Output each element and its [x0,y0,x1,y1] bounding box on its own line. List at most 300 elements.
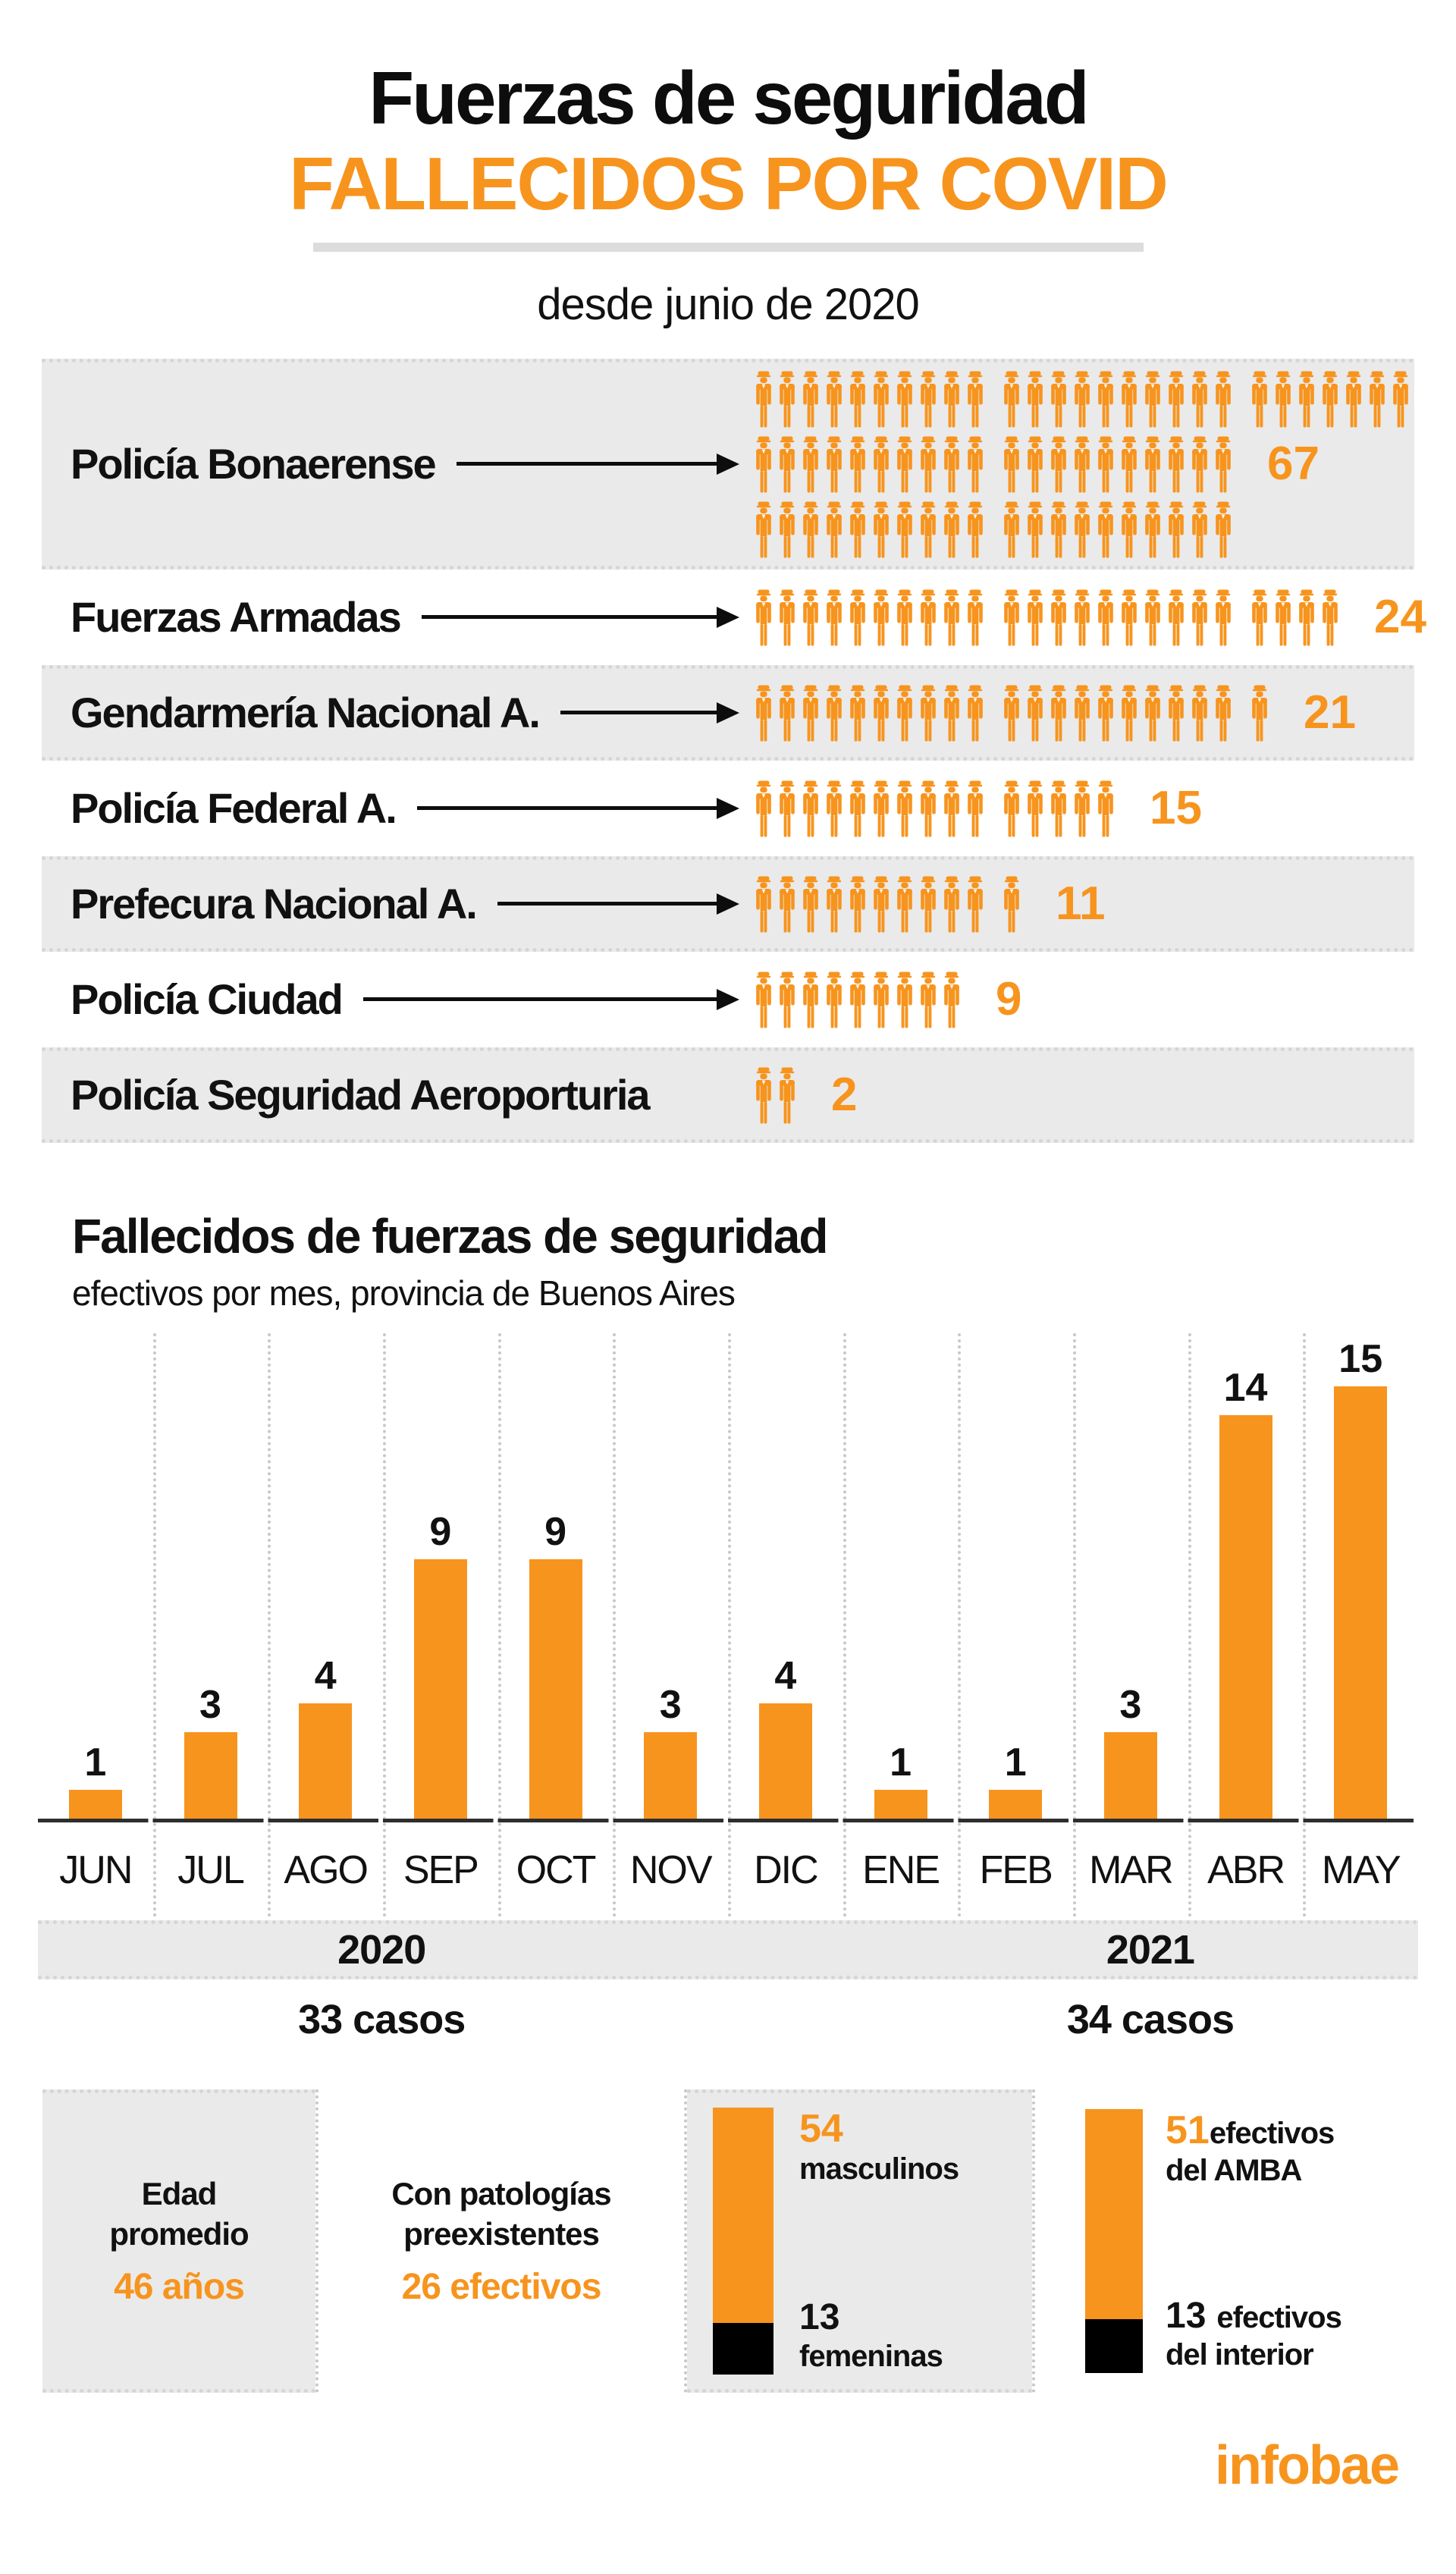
person-icon [847,875,868,933]
person-icon [1320,589,1341,646]
region-bar-amba-segment [1085,2109,1143,2319]
person-icon [1166,435,1187,493]
bar [1104,1732,1157,1819]
force-count: 9 [996,972,1022,1025]
arrow-head [717,989,739,1010]
person-icon [800,370,821,428]
person-icon [941,501,962,558]
month-label: DIC [754,1847,817,1892]
person-icon [1119,501,1140,558]
pictogram-group [753,684,986,742]
female-label: femeninas [799,2340,943,2374]
pictogram-line [753,875,1106,933]
page-title: Fuerzas de seguridad [369,56,1087,140]
region-bar-interior-segment [1085,2319,1143,2373]
pictogram-group [753,971,962,1028]
person-icon [871,780,892,837]
person-icon [918,684,939,742]
pictogram-group [1249,589,1341,646]
pictogram-line [753,501,1411,558]
month-label: SEP [403,1847,478,1892]
bar [299,1703,352,1819]
bar-value: 3 [659,1683,682,1728]
arrow-icon [457,454,739,475]
bar-column [613,1685,728,1819]
page-subtitle: desde junio de 2020 [537,279,919,329]
person-icon [1166,684,1187,742]
person-icon [894,780,915,837]
person-icon [1142,370,1163,428]
person-icon [1119,589,1140,646]
person-icon [1095,370,1116,428]
bar-value: 3 [199,1683,221,1728]
bar [184,1732,237,1819]
bar-value: 9 [544,1510,566,1555]
person-icon [1272,370,1294,428]
month-label: AGO [284,1847,367,1892]
person-icon [894,971,915,1028]
person-icon [800,971,821,1028]
bar-value: 9 [429,1510,452,1555]
person-icon [1189,370,1210,428]
pathologies-label-line2: preexistentes [403,2215,599,2252]
force-count: 2 [831,1068,858,1121]
person-icon [1320,370,1341,428]
person-icon [1095,684,1116,742]
bar [644,1732,697,1819]
header [0,0,1456,330]
force-row [42,665,1414,761]
forces-pictogram-section [0,359,1456,1143]
force-row [42,1047,1414,1143]
title-underline [313,243,1144,252]
person-icon [918,875,939,933]
person-icon [965,780,986,837]
year-band [38,1920,1418,1979]
bar-column [728,1656,843,1819]
average-age-box [42,2089,315,2393]
force-row-left [71,592,753,642]
person-icon [1072,370,1093,428]
age-label-line2: promedio [109,2215,249,2252]
person-icon [918,435,939,493]
bar [1334,1386,1387,1819]
pictogram-group [1001,684,1234,742]
person-icon [824,370,845,428]
person-icon [753,1066,774,1124]
person-icon [824,684,845,742]
person-icon [847,435,868,493]
male-label: masculinos [799,2152,959,2186]
arrow-head [717,607,739,628]
arrow-icon [363,989,739,1010]
chart-title: Fallecidos de fuerzas de seguridad [72,1208,827,1263]
arrow-line [497,902,717,906]
person-icon [918,780,939,837]
person-icon [824,875,845,933]
person-icon [1001,684,1022,742]
bar-value: 1 [84,1741,107,1785]
pictogram-line [753,780,1202,837]
person-icon [777,780,798,837]
person-icon [1119,684,1140,742]
person-icon [894,875,915,933]
bar-column [153,1685,268,1819]
gender-bar-female-segment [713,2323,774,2375]
person-icon [1142,684,1163,742]
arrow-head [717,893,739,915]
person-icon [1072,684,1093,742]
person-icon [800,501,821,558]
person-icon [1048,370,1069,428]
person-icon [753,435,774,493]
force-row [42,952,1414,1047]
month-label: ENE [862,1847,939,1892]
person-icon [1001,501,1022,558]
person-icon [847,589,868,646]
person-icon [777,501,798,558]
month-label: FEB [979,1847,1052,1892]
person-icon [965,684,986,742]
age-label-line1: Edad [141,2176,217,2212]
person-icon [941,435,962,493]
person-icon [871,589,892,646]
region-box [1032,2089,1441,2393]
person-icon [800,435,821,493]
month-label: MAY [1321,1847,1400,1892]
gender-bar-male-segment [713,2108,774,2323]
pictogram-group [1001,435,1234,493]
person-icon [777,971,798,1028]
force-label: Fuerzas Armadas [71,593,400,642]
interior-label-line2: del interior [1166,2338,1313,2372]
person-icon [824,501,845,558]
person-icon [847,971,868,1028]
person-icon [1048,589,1069,646]
force-row [42,761,1414,856]
person-icon [1025,589,1046,646]
pictogram-group [1249,684,1270,742]
female-count: 13 [799,2297,840,2338]
gender-stacked-bar [713,2108,774,2375]
person-icon [965,589,986,646]
force-count: 21 [1304,686,1356,739]
pictogram-group [1001,589,1234,646]
person-icon [1072,435,1093,493]
person-icon [1001,780,1022,837]
person-icon [1072,501,1093,558]
bar-value: 15 [1338,1337,1383,1382]
force-count: 15 [1150,781,1202,834]
year-label: 2021 [1106,1927,1194,1973]
person-icon [753,501,774,558]
person-icon [1095,435,1116,493]
force-label: Policía Bonaerense [71,440,435,488]
age-value: 46 años [114,2267,244,2308]
person-icon [871,370,892,428]
force-row-left [71,688,753,737]
pictogram-block [753,1066,857,1124]
force-row [42,359,1414,570]
force-count: 24 [1374,590,1426,643]
month-label: ABR [1207,1847,1285,1892]
bar-column [958,1743,1073,1819]
person-icon [800,780,821,837]
person-icon [777,1066,798,1124]
force-count: 67 [1267,437,1320,490]
force-row [42,856,1414,952]
bar-column [1188,1368,1304,1819]
bar-column [268,1656,383,1819]
person-icon [965,501,986,558]
person-icon [1095,780,1116,837]
force-count: 11 [1056,877,1106,930]
month-label: JUN [59,1847,132,1892]
pictogram-group [753,589,986,646]
person-icon [1142,589,1163,646]
arrow-head [717,454,739,475]
person-icon [894,501,915,558]
pathologies-value: 26 efectivos [401,2267,601,2308]
bar-value: 1 [890,1741,912,1785]
bar-column [843,1743,959,1819]
person-icon [871,501,892,558]
monthly-chart-section [0,1210,1456,2055]
person-icon [847,780,868,837]
arrow-line [417,806,717,810]
pictogram-block [753,684,1356,742]
person-icon [1343,370,1364,428]
person-icon [800,684,821,742]
person-icon [918,370,939,428]
pictogram-line [753,1066,857,1124]
person-icon [1367,370,1388,428]
arrow-icon [560,702,739,724]
person-icon [941,780,962,837]
person-icon [847,684,868,742]
person-icon [1048,435,1069,493]
person-icon [941,971,962,1028]
pictogram-line [753,370,1411,428]
person-icon [753,875,774,933]
bar-chart [38,1333,1418,1917]
person-icon [918,501,939,558]
person-icon [1025,501,1046,558]
arrow-line [560,711,717,714]
person-icon [1095,589,1116,646]
person-icon [777,370,798,428]
person-icon [1166,501,1187,558]
person-icon [753,370,774,428]
pictogram-line [753,684,1356,742]
page-title-highlight: FALLECIDOS POR COVID [289,141,1167,225]
person-icon [847,501,868,558]
year-captions-row [38,1979,1418,2055]
person-icon [1048,501,1069,558]
pictogram-group [1001,370,1234,428]
person-icon [941,589,962,646]
person-icon [800,589,821,646]
pictogram-block [753,971,1021,1028]
person-icon [1296,370,1317,428]
person-icon [871,971,892,1028]
person-icon [1189,435,1210,493]
person-icon [1001,875,1022,933]
pictogram-group [753,435,986,493]
arrow-head [717,798,739,819]
person-icon [1166,589,1187,646]
person-icon [1119,370,1140,428]
pictogram-group [753,780,986,837]
bar-value: 3 [1119,1683,1142,1728]
person-icon [824,780,845,837]
pictogram-group [1249,370,1411,428]
person-icon [1213,501,1234,558]
person-icon [1025,370,1046,428]
pictogram-line [753,435,1411,493]
person-icon [1213,589,1234,646]
person-icon [894,435,915,493]
pictogram-block [753,780,1202,837]
bar-column [1073,1685,1188,1819]
person-icon [965,875,986,933]
pictogram-group [753,370,986,428]
month-labels-row [38,1822,1418,1917]
person-icon [1213,435,1234,493]
person-icon [965,435,986,493]
pathologies-label-line1: Con patologías [391,2176,611,2212]
amba-label-line2: del AMBA [1166,2154,1302,2188]
bars-row [38,1333,1418,1819]
person-icon [1249,684,1270,742]
bar-column [38,1743,153,1819]
person-icon [753,971,774,1028]
person-icon [1072,780,1093,837]
force-row-left [71,1070,753,1119]
male-count: 54 [799,2107,843,2152]
footer [0,2434,1398,2497]
year-label: 2020 [337,1927,426,1973]
pictogram-line [753,971,1021,1028]
force-label: Policía Seguridad Aeroporturia [71,1071,649,1119]
force-row-left [71,783,753,833]
person-icon [777,589,798,646]
bar-value: 1 [1004,1741,1027,1785]
pictogram-block [753,370,1411,558]
infobae-logo: infobae [1214,2435,1398,2497]
force-label: Policía Ciudad [71,975,342,1024]
person-icon [1390,370,1411,428]
person-icon [1166,370,1187,428]
person-icon [965,370,986,428]
person-icon [1119,435,1140,493]
person-icon [824,435,845,493]
month-label: NOV [629,1847,711,1892]
person-icon [1001,589,1022,646]
bar-value: 4 [774,1654,797,1699]
force-label: Prefecura Nacional A. [71,880,476,928]
bar [989,1790,1042,1819]
person-icon [871,684,892,742]
bar [1219,1415,1272,1819]
bar [759,1703,812,1819]
person-icon [1249,589,1270,646]
person-icon [1272,589,1294,646]
person-icon [941,875,962,933]
person-icon [1025,684,1046,742]
month-label: JUL [177,1847,243,1892]
force-row [42,570,1426,665]
force-row-left [71,975,753,1024]
person-icon [1001,370,1022,428]
force-row-left [71,439,753,488]
person-icon [1001,435,1022,493]
person-icon [753,684,774,742]
pathologies-box [315,2089,687,2393]
person-icon [894,370,915,428]
bar [529,1559,582,1819]
bar-value: 14 [1223,1366,1268,1411]
bar-value: 4 [314,1654,337,1699]
summary-section [42,2089,1441,2393]
person-icon [1296,589,1317,646]
interior-count: 13 [1166,2296,1207,2337]
pictogram-group [753,875,986,933]
person-icon [1189,684,1210,742]
pictogram-group [1001,501,1234,558]
person-icon [777,435,798,493]
bar [414,1559,467,1819]
amba-count: 51 [1166,2108,1210,2153]
pictogram-block [753,589,1426,646]
arrow-icon [417,798,739,819]
person-icon [1142,501,1163,558]
person-icon [1048,684,1069,742]
year-caption: 34 casos [1066,1997,1234,2043]
pictogram-group [753,501,986,558]
person-icon [1072,589,1093,646]
region-stacked-bar [1085,2109,1143,2373]
arrow-head [717,702,739,724]
bar-column [383,1512,498,1819]
force-row-left [71,879,753,928]
person-icon [941,370,962,428]
arrow-icon [497,893,739,915]
person-icon [753,589,774,646]
person-icon [918,971,939,1028]
month-label: MAR [1089,1847,1172,1892]
person-icon [777,875,798,933]
person-icon [1189,501,1210,558]
person-icon [777,684,798,742]
person-icon [1213,370,1234,428]
bar-column [1303,1339,1418,1819]
person-icon [894,684,915,742]
arrow-line [363,997,717,1001]
person-icon [753,780,774,837]
gender-box [687,2089,1032,2393]
person-icon [871,435,892,493]
pictogram-group [1001,780,1116,837]
person-icon [1095,501,1116,558]
person-icon [1142,435,1163,493]
interior-label-line1: efectivos [1216,2301,1341,2335]
bar [874,1790,927,1819]
bar [69,1790,122,1819]
bar-column [498,1512,613,1819]
amba-label-line1: efectivos [1209,2117,1335,2151]
pictogram-line [753,589,1426,646]
